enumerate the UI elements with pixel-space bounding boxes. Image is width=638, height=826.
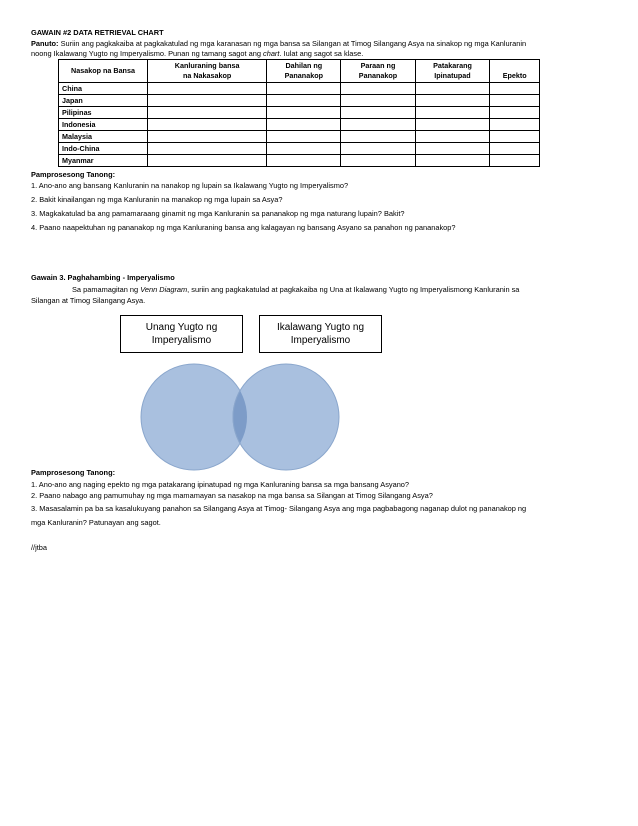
answer-cell[interactable] (267, 155, 341, 167)
section2-desc-line1 (72, 285, 519, 294)
table-row (59, 95, 540, 107)
question-2-1: 1. Ano-ano ang naging epekto ng mga patakarang ipinatupad ng mga Kanluraning bansa sa mga bansang Asyano? (31, 480, 410, 489)
panuto-text-2em: chart (263, 49, 280, 58)
panuto-line2 (31, 49, 363, 58)
country-cell: Indonesia (59, 119, 148, 131)
answer-cell[interactable] (148, 107, 267, 119)
question-1-4: 4. Paano naapektuhan ng pananakop ng mga Kanluraning bansa ang kalagayan ng bansang Asyano sa panahon ng pananakop? (31, 223, 456, 232)
question-1-1: 1. Ano-ano ang bansang Kanluranin na nanakop ng lupain sa Ikalawang Yugto ng Imperyalismo? (31, 181, 349, 190)
answer-cell[interactable] (415, 131, 490, 143)
box-ikalawang-yugto (259, 315, 382, 353)
country-cell: Japan (59, 95, 148, 107)
country-cell: Pilipinas (59, 107, 148, 119)
section2-desc-line2: Silangan at Timog Silangang Asya. (31, 296, 146, 305)
question-1-2: 2. Bakit kinailangan ng mga Kanluranin na manakop ng mga lupain sa Asya? (31, 195, 283, 204)
answer-cell[interactable] (267, 131, 341, 143)
panuto-text-2a: noong Ikalawang Yugto ng Imperyalismo. Punan ng tamang sagot ang (31, 49, 264, 58)
question-1-3: 3. Magkakatulad ba ang pamamaraang ginamit ng mga Kanluranin sa pananakop ng mga naturang lupain? Bakit? (31, 209, 405, 218)
answer-cell[interactable] (490, 119, 540, 131)
answer-cell[interactable] (490, 143, 540, 155)
answer-cell[interactable] (341, 107, 415, 119)
answer-cell[interactable] (341, 143, 415, 155)
country-cell: Myanmar (59, 155, 148, 167)
answer-cell[interactable] (341, 155, 415, 167)
table-row (59, 143, 540, 155)
answer-cell[interactable] (490, 107, 540, 119)
answer-cell[interactable] (415, 83, 490, 95)
box-unang-yugto-line2: Imperyalismo (151, 334, 212, 346)
section1-title: GAWAIN #2 DATA RETRIEVAL CHART (31, 28, 164, 37)
answer-cell[interactable] (341, 131, 415, 143)
table-row (59, 131, 540, 143)
answer-cell[interactable] (490, 155, 540, 167)
header-kanluraning-bansa: Kanluraning bansa na Nakasakop (148, 60, 267, 83)
header-patakarang: Patakarang Ipinatupad (415, 60, 490, 83)
panuto-line1 (31, 39, 526, 48)
box-ikalawang-yugto-line2: Imperyalismo (290, 334, 351, 346)
box-unang-yugto (120, 315, 243, 353)
answer-cell[interactable] (490, 95, 540, 107)
box-unang-yugto-line1: Unang Yugto ng (145, 322, 218, 333)
answer-cell[interactable] (341, 119, 415, 131)
data-retrieval-chart (58, 59, 540, 167)
answer-cell[interactable] (415, 95, 490, 107)
answer-cell[interactable] (148, 83, 267, 95)
venn-diagram (140, 362, 360, 472)
desc-text-1em: Venn Diagram (140, 285, 188, 294)
table-row (59, 83, 540, 95)
answer-cell[interactable] (341, 83, 415, 95)
country-cell: Malaysia (59, 131, 148, 143)
header-nasakop: Nasakop na Bansa (59, 60, 148, 83)
answer-cell[interactable] (415, 107, 490, 119)
question-2-3-cont: mga Kanluranin? Patunayan ang sagot. (31, 518, 161, 527)
answer-cell[interactable] (148, 131, 267, 143)
question-2-3: 3. Masasalamin pa ba sa kasalukuyang panahon sa Silangang Asya at Timog- Silangang Asya ang mga pagbabagong naganap dulot ng pananakop ng (31, 504, 527, 513)
answer-cell[interactable] (267, 119, 341, 131)
signature: //jtba (31, 543, 48, 552)
answer-cell[interactable] (267, 95, 341, 107)
answer-cell[interactable] (267, 83, 341, 95)
answer-cell[interactable] (415, 143, 490, 155)
panuto-text-2b: . Iulat ang sagot sa klase. (279, 49, 364, 58)
table-header-row (59, 60, 540, 83)
venn-circle-left (141, 364, 247, 470)
answer-cell[interactable] (267, 107, 341, 119)
answer-cell[interactable] (148, 119, 267, 131)
answer-cell[interactable] (267, 143, 341, 155)
answer-cell[interactable] (148, 143, 267, 155)
answer-cell[interactable] (490, 131, 540, 143)
desc-text-1a: Sa pamamagitan ng (72, 285, 141, 294)
questions-title-2: Pamprosesong Tanong: (31, 468, 116, 477)
question-2-2: 2. Paano nabago ang pamumuhay ng mga mamamayan sa nasakop na mga bansa sa Silangan at Timog Silangang Asya? (31, 491, 433, 500)
answer-cell[interactable] (490, 83, 540, 95)
header-dahilan: Dahilan ng Pananakop (267, 60, 341, 83)
answer-cell[interactable] (415, 119, 490, 131)
section2-title: Gawain 3. Paghahambing - Imperyalismo (31, 273, 175, 282)
answer-cell[interactable] (148, 155, 267, 167)
country-cell: China (59, 83, 148, 95)
answer-cell[interactable] (415, 155, 490, 167)
answer-cell[interactable] (148, 95, 267, 107)
table-row (59, 119, 540, 131)
country-cell: Indo-China (59, 143, 148, 155)
answer-cell[interactable] (341, 95, 415, 107)
venn-circle-right (233, 364, 339, 470)
table-row (59, 155, 540, 167)
questions-title-1: Pamprosesong Tanong: (31, 170, 116, 179)
table-row (59, 107, 540, 119)
box-ikalawang-yugto-line1: Ikalawang Yugto ng (276, 322, 365, 333)
desc-text-1b: , suriin ang pagkakatulad at pagkakaiba ng Una at Ikalawang Yugto ng Imperyalismong Kanluranin sa (187, 285, 520, 294)
panuto-label: Panuto: (31, 39, 59, 48)
header-paraan: Paraan ng Pananakop (341, 60, 415, 83)
header-epekto: Epekto (490, 60, 540, 83)
panuto-text-1: Suriin ang pagkakaiba at pagkakatulad ng mga karanasan ng mga bansa sa Silangan at Timog Silangang Asya na sinakop ng mga Kanluranin (60, 39, 527, 48)
